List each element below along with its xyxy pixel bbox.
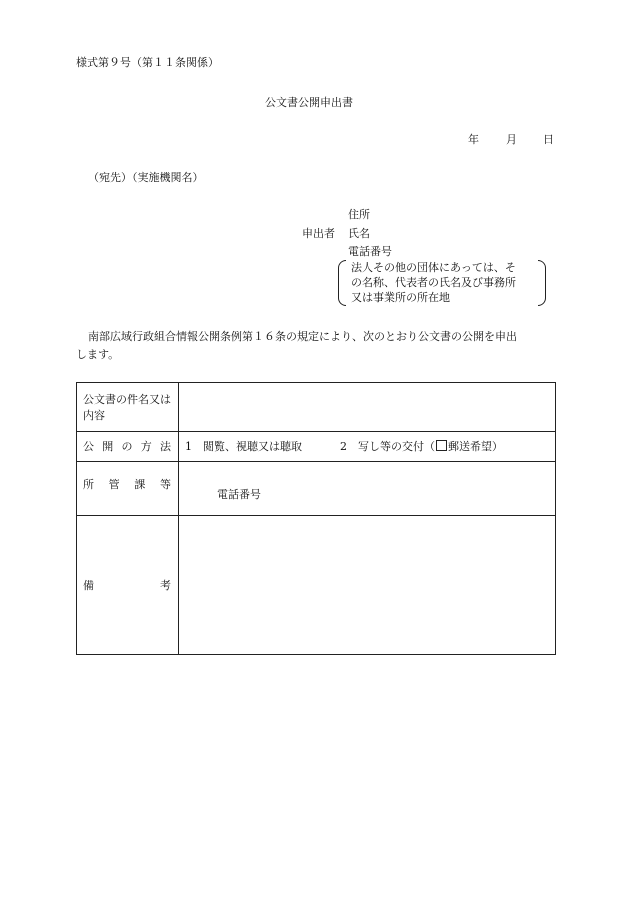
remarks-label: 備 考: [83, 579, 171, 592]
form-number: 様式第９号（第１１条関係）: [76, 56, 219, 69]
right-bracket: [538, 260, 546, 306]
method-row: [77, 431, 555, 461]
corporation-note-line: 又は事業所の所在地: [351, 291, 450, 304]
mail-checkbox[interactable]: [436, 440, 447, 451]
date-day: 日: [543, 133, 554, 146]
department-phone-label: 電話番号: [217, 488, 261, 501]
method-label: 公 開 の 方 法: [83, 440, 171, 453]
date-year: 年: [468, 133, 479, 146]
method-option-view[interactable]: 1 閲覧、視聴又は聴取: [185, 440, 302, 453]
document-title: 公文書公開申出書: [265, 96, 353, 109]
request-table: [76, 382, 556, 655]
corporation-note: [338, 260, 546, 308]
addressee: （宛先）（実施機関名）: [88, 171, 204, 184]
method-option-copy[interactable]: 2 写し等の交付（ 郵送希望）: [340, 440, 503, 453]
address-label: 住所: [348, 208, 370, 221]
left-bracket: [338, 260, 346, 306]
date-line: [468, 133, 554, 147]
body-text-line-2: します。: [76, 348, 120, 361]
subject-row: [77, 383, 555, 431]
body-text-line-1: 南部広域行政組合情報公開条例第１６条の規定により、次のとおり公文書の公開を申出: [88, 330, 517, 343]
department-row: [77, 461, 555, 515]
remarks-row: [77, 515, 555, 655]
method-options: [185, 440, 503, 454]
phone-label: 電話番号: [348, 245, 392, 258]
name-label: 氏名: [348, 227, 370, 240]
subject-label: 公文書の件名又は内容: [83, 393, 171, 422]
corporation-note-line: の名称、代表者の氏名及び事務所: [351, 276, 516, 289]
department-label: 所 管 課 等: [83, 478, 171, 491]
applicant-label: 申出者: [302, 227, 335, 240]
corporation-note-line: 法人その他の団体にあっては、そ: [351, 261, 516, 274]
date-month: 月: [506, 133, 517, 146]
